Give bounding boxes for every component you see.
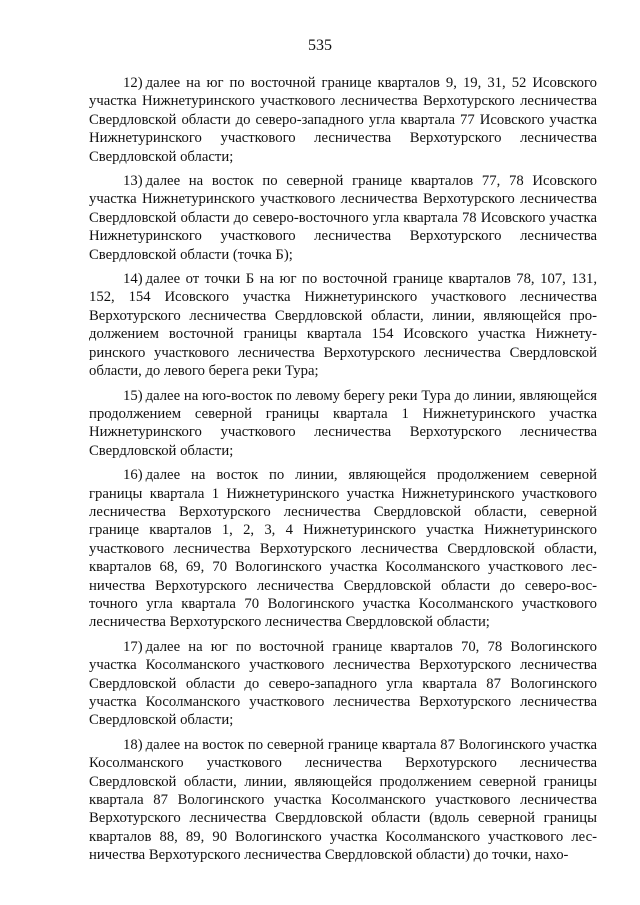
paragraph-text: далее от точки Б на юг по восточной границе кварталов 78, 107, 131, 152, 154 Исовского участка Нижнетуринского участкового лесничества Верхотурского лесничества Свердловской области, линии, являющейся продолжением восточной границы квартала 154 Исовского участка Нижнетуринского участкового лесничества Верхотурского лесничества Свердловской области, до левого берега реки Тура; xyxy=(89,271,597,380)
paragraph-14 xyxy=(89,270,597,380)
paragraph-number: 16) xyxy=(123,467,143,484)
paragraph-15 xyxy=(89,387,597,461)
paragraph-17 xyxy=(89,638,597,730)
paragraph-13 xyxy=(89,172,597,264)
paragraph-number: 12) xyxy=(123,75,143,91)
paragraph-number: 14) xyxy=(123,271,143,288)
paragraph-text: далее на восток по линии, являющейся продолжением северной границы квартала 1 Нижнетуринского участка Нижнетуринского участкового лесничества Верхотурского лесничества Свердловской области, северной границе кварталов 1, 2, 3, 4 Нижнетуринского участка Нижнетуринского участкового лесничества Верхотурского лесничества Свердловской области, кварталов 68, 69, 70 Вологинского участка Косолманского участкового лесничества Верхотурского лесничества Свердловской области до северо-восточного угла квартала 70 Вологинского участка Косолманского участкового лесничества Верхотурского лесничества Свердловской области; xyxy=(89,467,597,631)
paragraph-16 xyxy=(89,466,597,632)
page-number: 535 xyxy=(308,37,332,54)
paragraph-number: 17) xyxy=(123,638,143,655)
paragraph-number: 18) xyxy=(123,736,143,753)
paragraph-number: 15) xyxy=(123,387,143,404)
paragraph-12 xyxy=(89,74,597,166)
paragraph-text: далее на восток по северной границе кварталов 77, 78 Исовского участка Нижнетуринского участкового лесничества Верхотурского лесничества Свердловской области до северо-восточного угла квартала 78 Исовского участка Нижнетуринского участкового лесничества Верхотурского лесничества Свердловской области (точка Б); xyxy=(89,173,597,263)
document-body xyxy=(89,74,597,865)
paragraph-text: далее на юг по восточной границе кварталов 9, 19, 31, 52 Исовского участка Нижнетуринского участкового лесничества Верхотурского лесничества Свердловской области до северо-западного угла квартала 77 Исовского участка Нижнетуринского участкового лесничества Верхотурского лесничества Свердловской области; xyxy=(89,75,597,165)
paragraph-text: далее на юго-восток по левому берегу реки Тура до линии, являющейся продолжением северной границы квартала 1 Нижнетуринского участка Нижнетуринского участкового лесничества Верхотурского лесничества Свердловской области; xyxy=(89,387,597,459)
paragraph-text: далее на юг по восточной границе кварталов 70, 78 Вологинского участка Косолманского участкового лесничества Верхотурского лесничества Свердловской области до северо-западного угла квартала 87 Вологинского участка Косолманского участкового лесничества Верхотурского лесничества Свердловской области; xyxy=(89,638,597,729)
paragraph-18 xyxy=(89,736,597,865)
paragraph-text: далее на восток по северной границе квартала 87 Вологинского участка Косолманского участкового лесничества Верхотурского лесничества Свердловской области, линии, являющейся продолжением северной границы квартала 87 Вологинского участка Косолманского участкового лесничества Верхотурского лесничества Свердловской области (вдоль северной границы кварталов 88, 89, 90 Вологинского участка Косолманского участкового лесничества Верхотурского лесничества Свердловской области) до точки, нахо- xyxy=(89,736,597,864)
paragraph-number: 13) xyxy=(123,173,143,190)
